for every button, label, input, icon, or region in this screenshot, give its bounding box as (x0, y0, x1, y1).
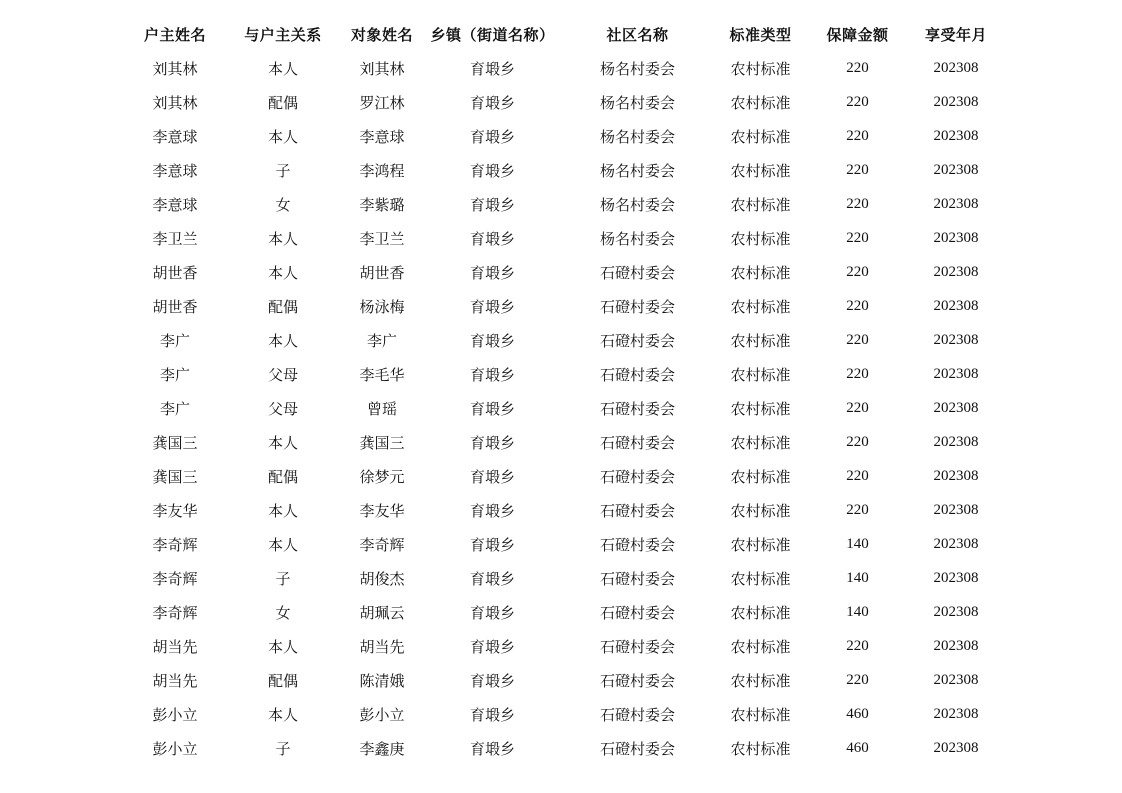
cell-relationship: 女 (275, 195, 291, 214)
header-community: 社区名称 (606, 25, 669, 44)
cell-amount: 220 (846, 467, 869, 484)
cell-householder-name: 李广 (159, 365, 190, 384)
cell-relationship: 本人 (267, 127, 298, 146)
header-standard-type: 标准类型 (729, 25, 792, 44)
cell-recipient-name: 李广 (366, 331, 397, 350)
cell-standard-type: 农村标准 (730, 297, 791, 316)
cell-community: 石磴村委会 (599, 705, 675, 724)
cell-recipient-name: 龚国三 (359, 433, 405, 452)
cell-amount: 220 (846, 59, 869, 76)
cell-community: 杨名村委会 (599, 195, 675, 214)
cell-township: 育塅乡 (469, 569, 515, 588)
cell-recipient-name: 罗江林 (359, 93, 405, 112)
table-row (124, 629, 1004, 663)
header-recipient-name: 对象姓名 (350, 25, 413, 44)
table-row (124, 187, 1004, 221)
cell-householder-name: 龚国三 (152, 433, 198, 452)
cell-community: 杨名村委会 (599, 127, 675, 146)
cell-standard-type: 农村标准 (730, 705, 791, 724)
cell-amount: 460 (846, 739, 869, 756)
cell-relationship: 本人 (267, 705, 298, 724)
cell-relationship: 父母 (267, 399, 298, 418)
cell-recipient-name: 李鑫庚 (359, 739, 405, 758)
cell-community: 杨名村委会 (599, 93, 675, 112)
cell-relationship: 本人 (267, 433, 298, 452)
cell-amount: 220 (846, 161, 869, 178)
cell-community: 石磴村委会 (599, 399, 675, 418)
cell-standard-type: 农村标准 (730, 433, 791, 452)
cell-month: 202308 (933, 263, 979, 280)
cell-amount: 220 (846, 501, 869, 518)
cell-householder-name: 李奇辉 (152, 569, 198, 588)
table-row (124, 493, 1004, 527)
cell-township: 育塅乡 (469, 195, 515, 214)
cell-householder-name: 胡当先 (152, 637, 198, 656)
cell-community: 石磴村委会 (599, 263, 675, 282)
table-row (124, 255, 1004, 289)
cell-month: 202308 (933, 365, 979, 382)
table-row (124, 85, 1004, 119)
header-relationship: 与户主关系 (244, 25, 322, 44)
cell-month: 202308 (933, 195, 979, 212)
table-body (124, 51, 1004, 765)
cell-standard-type: 农村标准 (730, 59, 791, 78)
cell-recipient-name: 李紫璐 (359, 195, 405, 214)
cell-householder-name: 刘其林 (152, 93, 198, 112)
table-row (124, 731, 1004, 765)
table-row (124, 425, 1004, 459)
table-row (124, 119, 1004, 153)
cell-householder-name: 李广 (159, 399, 190, 418)
cell-amount: 140 (846, 603, 869, 620)
cell-township: 育塅乡 (469, 399, 515, 418)
cell-month: 202308 (933, 297, 979, 314)
cell-township: 育塅乡 (469, 263, 515, 282)
table-row (124, 323, 1004, 357)
cell-month: 202308 (933, 535, 979, 552)
cell-month: 202308 (933, 331, 979, 348)
cell-relationship: 本人 (267, 263, 298, 282)
cell-month: 202308 (933, 569, 979, 586)
cell-relationship: 子 (275, 569, 291, 588)
cell-community: 杨名村委会 (599, 161, 675, 180)
cell-amount: 220 (846, 671, 869, 688)
cell-relationship: 配偶 (267, 93, 298, 112)
cell-community: 石磴村委会 (599, 433, 675, 452)
cell-amount: 220 (846, 93, 869, 110)
cell-month: 202308 (933, 229, 979, 246)
cell-recipient-name: 刘其林 (359, 59, 405, 78)
cell-householder-name: 龚国三 (152, 467, 198, 486)
cell-township: 育塅乡 (469, 671, 515, 690)
cell-community: 石磴村委会 (599, 467, 675, 486)
cell-township: 育塅乡 (469, 603, 515, 622)
header-amount: 保障金额 (826, 25, 889, 44)
cell-householder-name: 李奇辉 (152, 603, 198, 622)
cell-amount: 220 (846, 365, 869, 382)
cell-recipient-name: 胡俊杰 (359, 569, 405, 588)
cell-amount: 220 (846, 399, 869, 416)
cell-householder-name: 李意球 (152, 127, 198, 146)
cell-recipient-name: 李奇辉 (359, 535, 405, 554)
cell-month: 202308 (933, 127, 979, 144)
cell-community: 石磴村委会 (599, 569, 675, 588)
cell-recipient-name: 李卫兰 (359, 229, 405, 248)
cell-amount: 220 (846, 263, 869, 280)
cell-community: 石磴村委会 (599, 297, 675, 316)
cell-recipient-name: 胡珮云 (359, 603, 405, 622)
cell-relationship: 配偶 (267, 467, 298, 486)
cell-amount: 220 (846, 127, 869, 144)
cell-recipient-name: 徐梦元 (359, 467, 405, 486)
cell-community: 杨名村委会 (599, 229, 675, 248)
cell-township: 育塅乡 (469, 467, 515, 486)
cell-amount: 220 (846, 229, 869, 246)
cell-amount: 220 (846, 331, 869, 348)
cell-relationship: 本人 (267, 637, 298, 656)
cell-relationship: 子 (275, 161, 291, 180)
cell-householder-name: 李友华 (152, 501, 198, 520)
cell-standard-type: 农村标准 (730, 603, 791, 622)
cell-relationship: 父母 (267, 365, 298, 384)
cell-householder-name: 李广 (159, 331, 190, 350)
cell-householder-name: 李意球 (152, 161, 198, 180)
table-row (124, 391, 1004, 425)
cell-standard-type: 农村标准 (730, 127, 791, 146)
cell-township: 育塅乡 (469, 127, 515, 146)
cell-amount: 140 (846, 535, 869, 552)
table-header (124, 17, 1004, 51)
cell-amount: 140 (846, 569, 869, 586)
cell-householder-name: 胡世香 (152, 263, 198, 282)
cell-standard-type: 农村标准 (730, 501, 791, 520)
table-row (124, 51, 1004, 85)
header-row (124, 17, 1004, 51)
cell-householder-name: 刘其林 (152, 59, 198, 78)
cell-month: 202308 (933, 59, 979, 76)
table-row (124, 663, 1004, 697)
cell-recipient-name: 胡当先 (359, 637, 405, 656)
cell-month: 202308 (933, 705, 979, 722)
cell-community: 石磴村委会 (599, 739, 675, 758)
header-householder-name: 户主姓名 (143, 25, 206, 44)
cell-month: 202308 (933, 399, 979, 416)
cell-month: 202308 (933, 637, 979, 654)
cell-householder-name: 胡当先 (152, 671, 198, 690)
cell-month: 202308 (933, 93, 979, 110)
table-row (124, 697, 1004, 731)
cell-month: 202308 (933, 467, 979, 484)
cell-relationship: 配偶 (267, 671, 298, 690)
cell-standard-type: 农村标准 (730, 161, 791, 180)
cell-recipient-name: 彭小立 (359, 705, 405, 724)
cell-householder-name: 李意球 (152, 195, 198, 214)
cell-standard-type: 农村标准 (730, 399, 791, 418)
cell-township: 育塅乡 (469, 365, 515, 384)
cell-householder-name: 彭小立 (152, 739, 198, 758)
cell-recipient-name: 李鸿程 (359, 161, 405, 180)
cell-standard-type: 农村标准 (730, 195, 791, 214)
cell-standard-type: 农村标准 (730, 569, 791, 588)
cell-month: 202308 (933, 501, 979, 518)
cell-township: 育塅乡 (469, 535, 515, 554)
cell-township: 育塅乡 (469, 705, 515, 724)
cell-township: 育塅乡 (469, 297, 515, 316)
cell-township: 育塅乡 (469, 637, 515, 656)
cell-recipient-name: 胡世香 (359, 263, 405, 282)
cell-relationship: 本人 (267, 535, 298, 554)
cell-community: 石磴村委会 (599, 535, 675, 554)
cell-month: 202308 (933, 161, 979, 178)
cell-township: 育塅乡 (469, 501, 515, 520)
cell-standard-type: 农村标准 (730, 467, 791, 486)
cell-standard-type: 农村标准 (730, 535, 791, 554)
cell-community: 石磴村委会 (599, 331, 675, 350)
cell-community: 石磴村委会 (599, 501, 675, 520)
cell-month: 202308 (933, 739, 979, 756)
cell-recipient-name: 杨泳梅 (359, 297, 405, 316)
table-row (124, 527, 1004, 561)
cell-township: 育塅乡 (469, 433, 515, 452)
cell-community: 石磴村委会 (599, 365, 675, 384)
cell-community: 杨名村委会 (599, 59, 675, 78)
cell-township: 育塅乡 (469, 229, 515, 248)
cell-township: 育塅乡 (469, 739, 515, 758)
table-row (124, 289, 1004, 323)
cell-standard-type: 农村标准 (730, 365, 791, 384)
cell-amount: 220 (846, 195, 869, 212)
cell-recipient-name: 李毛华 (359, 365, 405, 384)
beneficiary-table (124, 17, 1004, 765)
header-month: 享受年月 (924, 25, 987, 44)
cell-standard-type: 农村标准 (730, 739, 791, 758)
cell-householder-name: 胡世香 (152, 297, 198, 316)
cell-community: 石磴村委会 (599, 603, 675, 622)
cell-amount: 220 (846, 297, 869, 314)
cell-standard-type: 农村标准 (730, 263, 791, 282)
cell-standard-type: 农村标准 (730, 671, 791, 690)
cell-month: 202308 (933, 603, 979, 620)
table-row (124, 561, 1004, 595)
cell-relationship: 子 (275, 739, 291, 758)
cell-relationship: 女 (275, 603, 291, 622)
cell-recipient-name: 曾瑶 (366, 399, 397, 418)
cell-householder-name: 彭小立 (152, 705, 198, 724)
cell-relationship: 本人 (267, 229, 298, 248)
cell-householder-name: 李卫兰 (152, 229, 198, 248)
cell-standard-type: 农村标准 (730, 229, 791, 248)
cell-month: 202308 (933, 433, 979, 450)
cell-community: 石磴村委会 (599, 671, 675, 690)
cell-amount: 220 (846, 433, 869, 450)
table-row (124, 459, 1004, 493)
cell-township: 育塅乡 (469, 59, 515, 78)
table-row (124, 153, 1004, 187)
cell-recipient-name: 李意球 (359, 127, 405, 146)
cell-standard-type: 农村标准 (730, 93, 791, 112)
cell-relationship: 本人 (267, 59, 298, 78)
cell-relationship: 本人 (267, 501, 298, 520)
cell-relationship: 本人 (267, 331, 298, 350)
cell-standard-type: 农村标准 (730, 331, 791, 350)
cell-township: 育塅乡 (469, 93, 515, 112)
cell-recipient-name: 李友华 (359, 501, 405, 520)
table-row (124, 357, 1004, 391)
cell-amount: 460 (846, 705, 869, 722)
header-township: 乡镇（街道名称） (430, 25, 555, 44)
cell-relationship: 配偶 (267, 297, 298, 316)
cell-amount: 220 (846, 637, 869, 654)
cell-recipient-name: 陈清娥 (359, 671, 405, 690)
cell-township: 育塅乡 (469, 161, 515, 180)
cell-standard-type: 农村标准 (730, 637, 791, 656)
cell-month: 202308 (933, 671, 979, 688)
cell-community: 石磴村委会 (599, 637, 675, 656)
table-row (124, 595, 1004, 629)
table-row (124, 221, 1004, 255)
cell-householder-name: 李奇辉 (152, 535, 198, 554)
cell-township: 育塅乡 (469, 331, 515, 350)
